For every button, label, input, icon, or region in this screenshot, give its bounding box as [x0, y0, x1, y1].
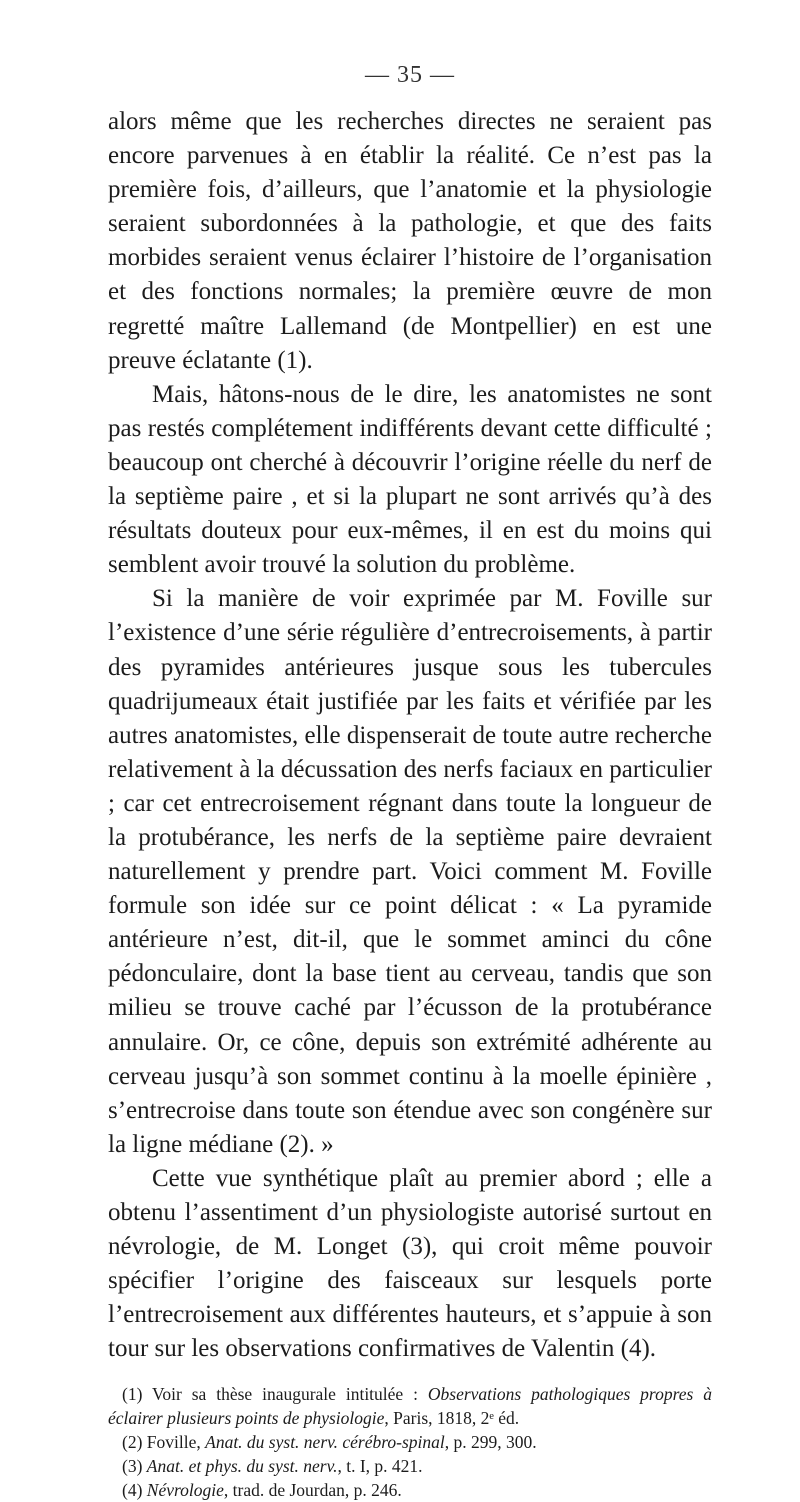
book-page — [108, 62, 712, 1502]
footnote-text: , t. I, p. 421. — [337, 1456, 423, 1477]
footnote-title: Anat. et phys. du syst. nerv. — [146, 1456, 338, 1477]
footnote-text: Voir sa thèse inaugurale intitulée : — [152, 1384, 428, 1405]
footnote-marker: (1) — [122, 1384, 143, 1405]
footnote — [108, 1382, 712, 1430]
footnote — [108, 1478, 712, 1502]
footnote-marker: (3) — [122, 1456, 143, 1477]
body-text — [108, 105, 712, 1366]
footnote-title: Observations pathologiques propres à éclairer plusieurs points de physiologie — [108, 1384, 712, 1429]
paragraph: Cette vue synthétique plaît au premier abord ; elle a obtenu l’assentiment d’un physiologiste autorisé surtout en névrologie, de M. Longet (3), qui croit même pouvoir spécifier l’origine des faisceaux sur lesquels porte l’entrecroisement aux différentes hauteurs, et s’appuie à son tour sur les observations confirmatives de Valentin (4). — [108, 1164, 712, 1363]
footnote-text: Foville, — [146, 1432, 206, 1453]
footnote — [108, 1430, 712, 1454]
footnote-marker: (2) — [122, 1432, 143, 1453]
paragraph: Mais, hâtons-nous de le dire, les anatomistes ne sont pas restés complétement indifférents devant cette difficulté ; beaucoup ont cherché à découvrir l’origine réelle du nerf de la septième paire , et si la plupart ne sont arrivés qu’à des résultats douteux pour eux-mêmes, il en est du moins qui semblent avoir trouvé la solution du problème. — [108, 380, 712, 579]
footnote-title: Névrologie — [146, 1480, 224, 1501]
paragraph: Si la manière de voir exprimée par M. Foville sur l’existence d’une série régulière d’entrecroisements, à partir des pyramides antérieures jusque sous les tubercules quadrijumeaux était justifiée par les faits et vérifiée par les autres anatomistes, elle dispenserait de toute autre recherche relativement à la décussation des nerfs faciaux en particulier ; car cet entrecroisement régnant dans toute la longueur de la protubérance, les nerfs de la septième paire devraient naturellement y prendre part. Voici comment M. Foville formule son idée sur ce point délicat : « La pyramide antérieure n’est, dit-il, que le sommet aminci du cône pédonculaire, dont la base tient au cerveau, tandis que son milieu se trouve caché par l’écusson de la protubérance annulaire. Or, ce cône, depuis son extrémité adhérente au cerveau jusqu’à son sommet continu à la moelle épinière , s’entrecroise dans toute son étendue avec son congénère sur la ligne médiane (2). » — [108, 585, 712, 1158]
paragraph: alors même que les recherches directes ne seraient pas encore parvenues à en établir la réalité. Ce n’est pas la première fois, d’ailleurs, que l’anatomie et la physiologie seraient subordonnées à la pathologie, et que des faits morbides seraient venus éclairer l’histoire de l’organisation et des fonctions normales; la première œuvre de mon regretté maître Lallemand (de Montpellier) en est une preuve éclatante (1). — [108, 108, 712, 374]
footnotes — [108, 1382, 712, 1502]
footnote-text: , Paris, 1818, 2ᵉ éd. — [384, 1408, 520, 1429]
footnote-text: , trad. de Jourdan, p. 246. — [223, 1480, 402, 1501]
footnote — [108, 1454, 712, 1478]
footnote-text: , p. 299, 300. — [444, 1432, 537, 1453]
footnote-marker: (4) — [122, 1480, 143, 1501]
footnote-title: Anat. du syst. nerv. cérébro-spinal — [205, 1432, 445, 1453]
page-number: — 35 — — [365, 62, 455, 88]
